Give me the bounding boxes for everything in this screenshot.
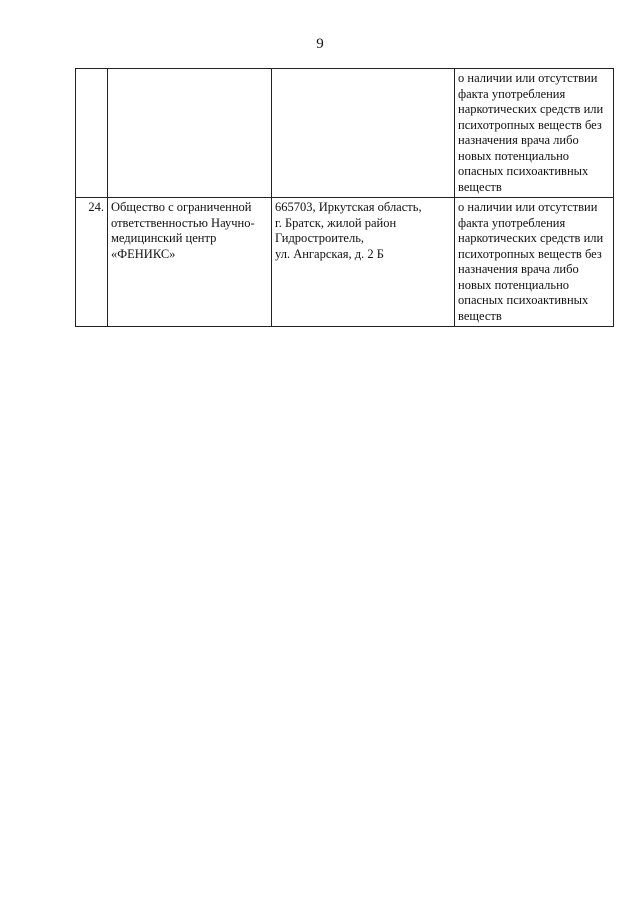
address-text: 665703, Иркутская область, г. Братск, жилой район Гидростроитель, ул. Ангарская, д. 2 Б bbox=[275, 200, 422, 261]
registry-table bbox=[75, 68, 614, 327]
subject-cell bbox=[455, 198, 614, 327]
row-number-cell bbox=[76, 69, 108, 198]
subject-text: о наличии или отсутствии факта употребления наркотических средств или психотропных веществ без назначения врача либо новых потенциально опасных психоактивных веществ bbox=[458, 71, 604, 194]
subject-cell bbox=[455, 69, 614, 198]
subject-text: о наличии или отсутствии факта употребления наркотических средств или психотропных веществ без назначения врача либо новых потенциально опасных психоактивных веществ bbox=[458, 200, 604, 323]
row-number-text: 24. bbox=[88, 200, 104, 214]
table-row bbox=[76, 69, 614, 198]
page-number: 9 bbox=[316, 36, 324, 52]
table-row bbox=[76, 198, 614, 327]
address-cell bbox=[272, 69, 455, 198]
organization-name-cell bbox=[108, 69, 272, 198]
organization-name-cell bbox=[108, 198, 272, 327]
address-cell bbox=[272, 198, 455, 327]
organization-name-text: Общество с ограниченной ответственностью Научно- медицинский центр «ФЕНИКС» bbox=[111, 200, 255, 261]
row-number-cell bbox=[76, 198, 108, 327]
